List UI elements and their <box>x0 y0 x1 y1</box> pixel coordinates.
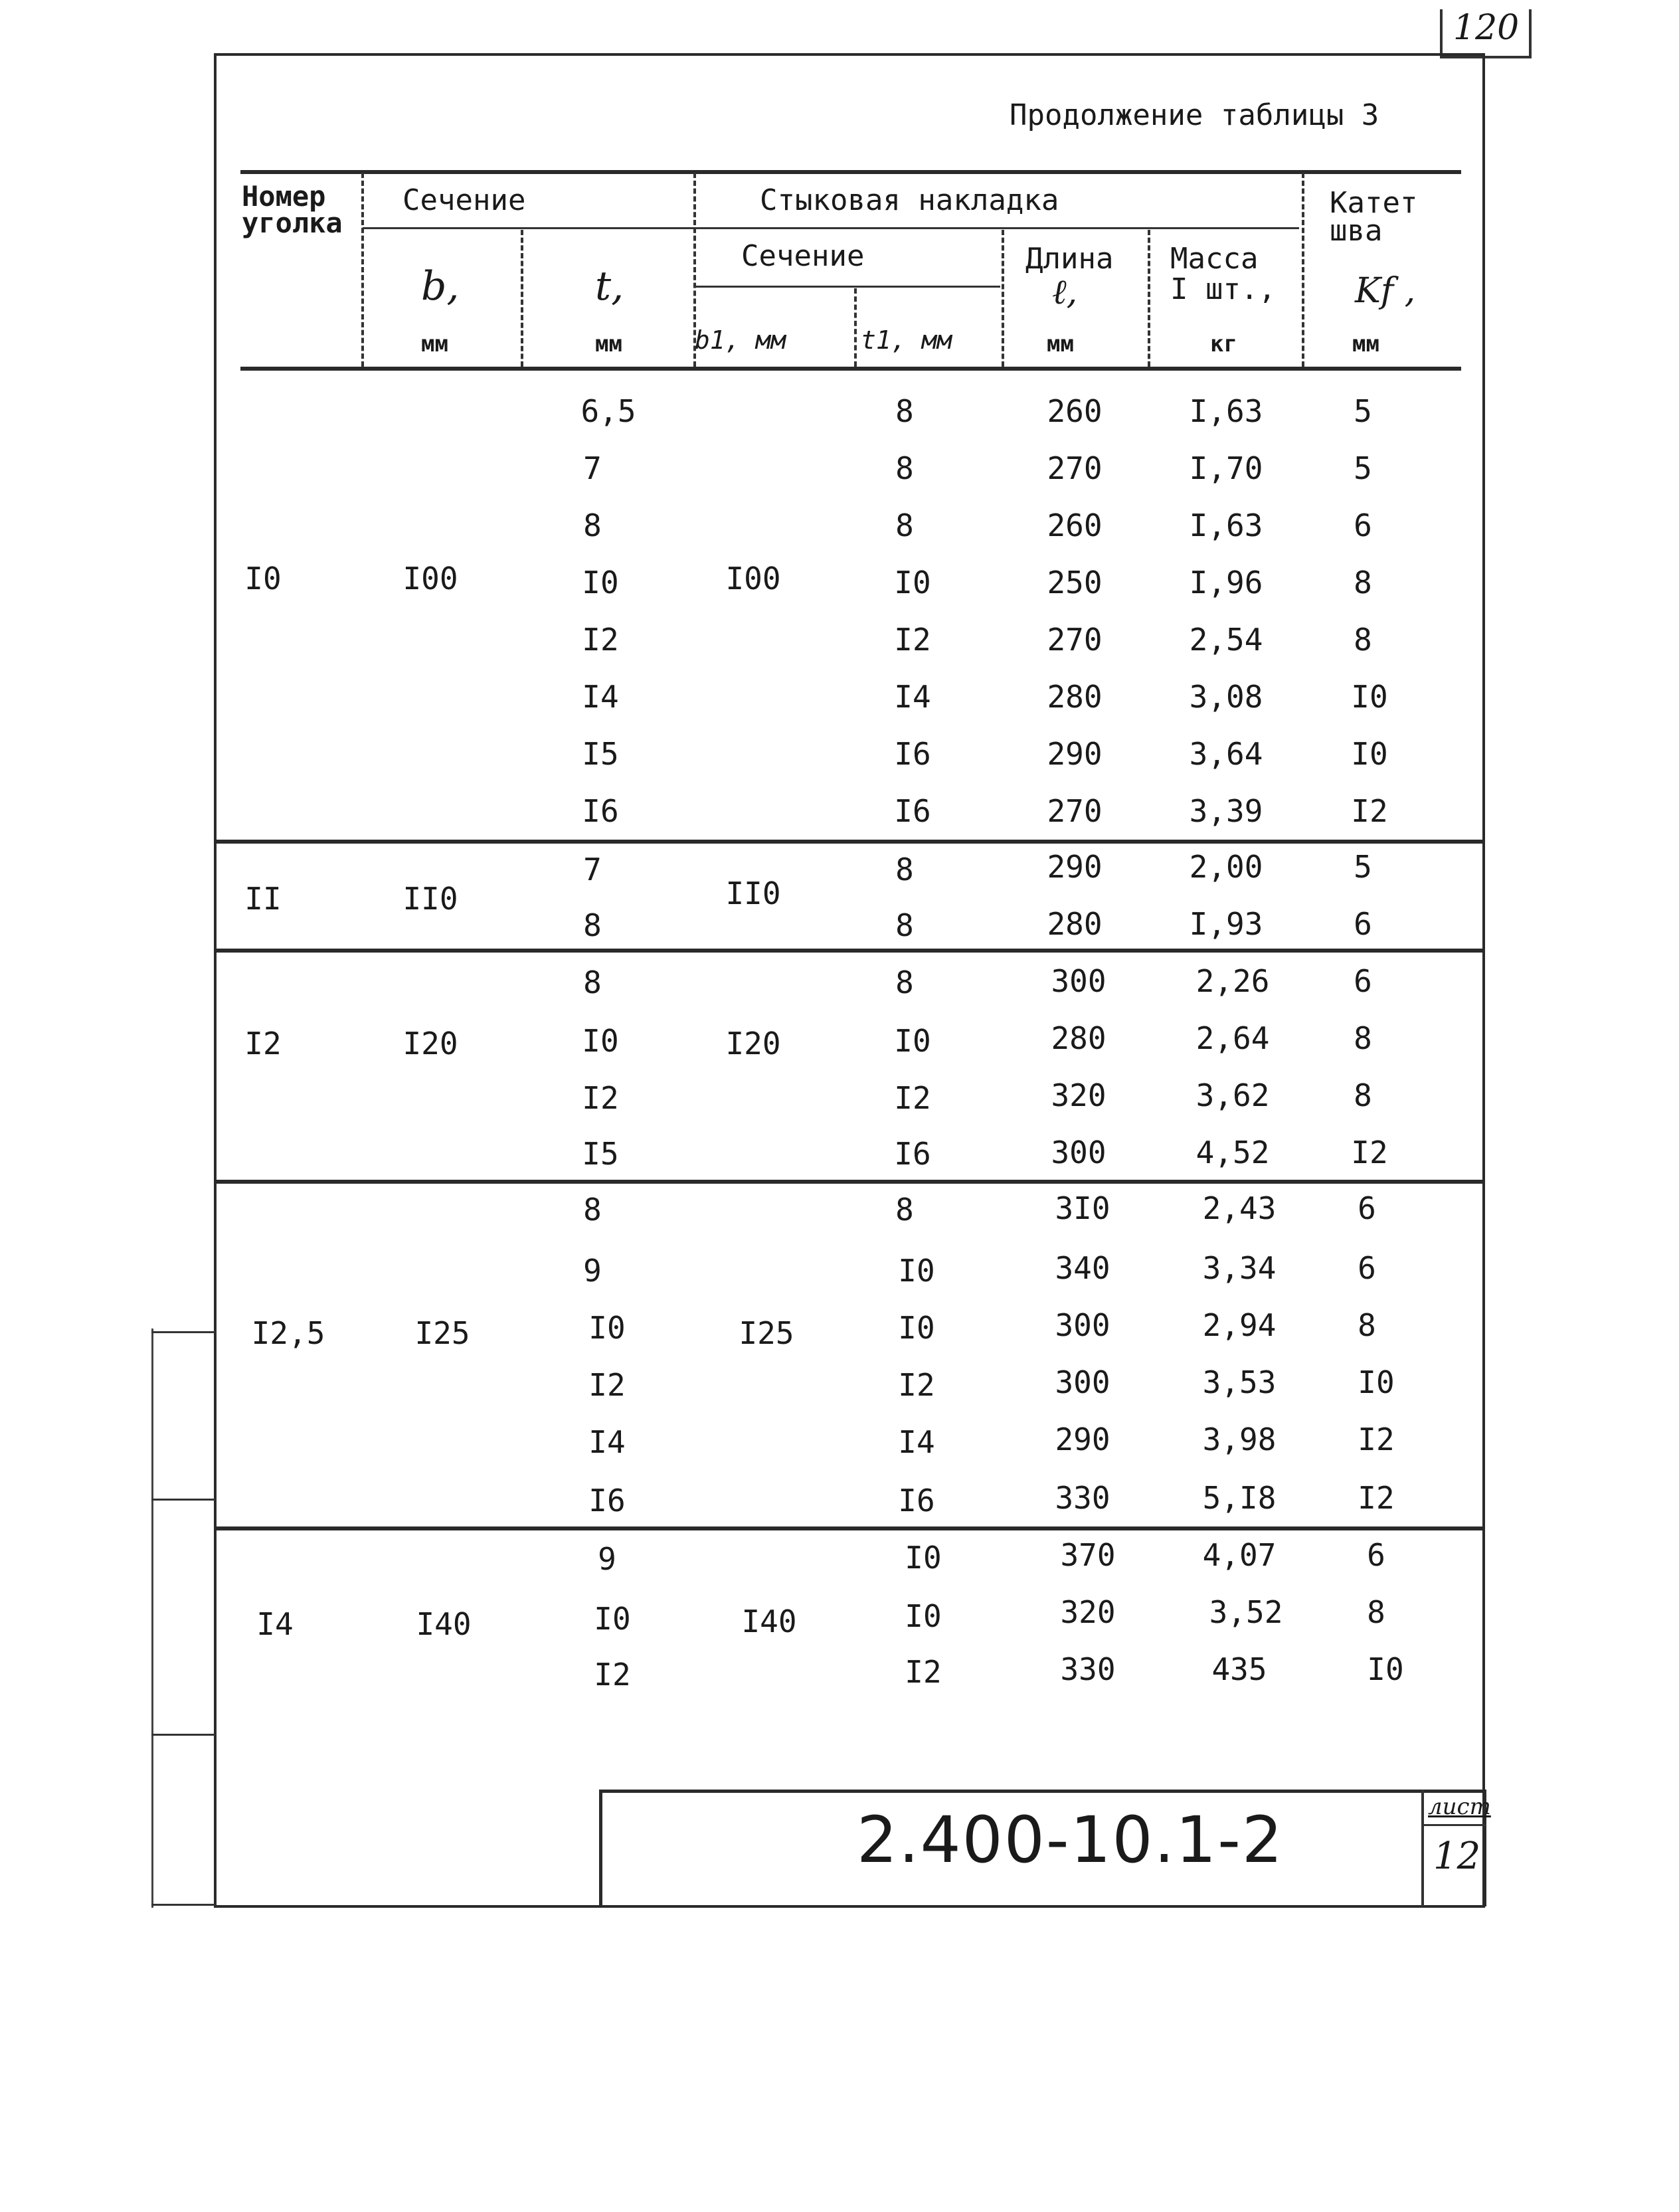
header-sub-rule-plate-section <box>695 286 1000 288</box>
header-length-unit: мм <box>1047 331 1074 357</box>
table-caption: Продолжение таблицы 3 <box>1010 98 1379 132</box>
t1-cell: I0 <box>905 1598 942 1634</box>
kf-cell: I2 <box>1358 1422 1395 1457</box>
length-cell: 290 <box>1047 849 1103 885</box>
mass-cell: I,63 <box>1189 507 1263 543</box>
kf-cell: 6 <box>1367 1537 1385 1573</box>
mass-cell: 4,07 <box>1202 1537 1277 1573</box>
mass-cell: I,96 <box>1189 565 1263 600</box>
t1-cell: I0 <box>898 1310 935 1346</box>
header-b1: b1, мм <box>695 325 786 355</box>
kf-cell: 8 <box>1354 1020 1372 1056</box>
t1-cell: I6 <box>894 793 931 829</box>
t1-cell: I0 <box>898 1253 935 1289</box>
t1-cell: 8 <box>895 907 914 943</box>
kf-cell: I0 <box>1351 736 1388 772</box>
t1-cell: 8 <box>895 393 914 429</box>
group-rule-4 <box>217 1526 1484 1530</box>
kf-cell: I2 <box>1351 793 1388 829</box>
mass-cell: 435 <box>1211 1651 1267 1687</box>
group-rule-3 <box>217 1180 1484 1184</box>
header-col-sep-1 <box>361 173 364 367</box>
length-cell: 280 <box>1051 1020 1106 1056</box>
t-cell: I5 <box>582 736 619 772</box>
header-col-sep-5 <box>1002 230 1004 367</box>
header-weld-leg: Катет <box>1330 186 1418 220</box>
length-cell: 300 <box>1051 1135 1106 1170</box>
t1-cell: 8 <box>895 507 914 543</box>
b-cell: I20 <box>402 1026 458 1061</box>
t-cell: I2 <box>582 1080 619 1116</box>
length-cell: 270 <box>1047 793 1103 829</box>
mass-cell: 2,94 <box>1202 1307 1277 1343</box>
mass-cell: 2,00 <box>1189 849 1263 885</box>
header-mid-rule-section <box>363 227 695 229</box>
length-cell: 280 <box>1047 679 1103 715</box>
page-corner-number: 120 <box>1453 8 1520 48</box>
t-cell: I0 <box>594 1601 631 1637</box>
mass-cell: 2,64 <box>1195 1020 1270 1056</box>
mass-cell: 3,52 <box>1209 1594 1283 1630</box>
b-cell: II0 <box>402 881 458 917</box>
kf-cell: 6 <box>1354 507 1372 543</box>
header-mass: Масса <box>1170 242 1259 276</box>
t1-cell: I6 <box>894 736 931 772</box>
header-butt-plate: Стыковая накладка <box>760 183 1059 217</box>
length-cell: 260 <box>1047 507 1103 543</box>
t1-cell: 8 <box>895 1192 914 1228</box>
header-kf-symbol: Kf , <box>1355 271 1416 311</box>
t-cell: 8 <box>583 1192 602 1228</box>
angle-cell: I4 <box>256 1606 294 1642</box>
t1-cell: I6 <box>898 1483 935 1519</box>
t-cell: 8 <box>583 965 602 1000</box>
kf-cell: I0 <box>1367 1651 1404 1687</box>
header-b-unit: мм <box>421 331 448 357</box>
t1-cell: 8 <box>895 965 914 1000</box>
t-cell: I4 <box>588 1424 626 1460</box>
group-rule-1 <box>217 840 1484 844</box>
header-mid-rule-plate <box>695 227 1299 229</box>
sheet-cell-rule <box>1421 1824 1486 1826</box>
length-cell: 300 <box>1055 1364 1110 1400</box>
t1-cell: I4 <box>898 1424 935 1460</box>
t-cell: 8 <box>583 907 602 943</box>
t-cell: I6 <box>582 793 619 829</box>
header-kf-unit: мм <box>1352 331 1379 357</box>
mass-cell: 3,08 <box>1189 679 1263 715</box>
header-mass-sub: I шт., <box>1170 272 1276 306</box>
mass-cell: 4,52 <box>1195 1135 1270 1170</box>
document-number: 2.400-10.1-2 <box>857 1803 1284 1877</box>
t1-cell: I0 <box>894 565 931 600</box>
sheet-number: 12 <box>1433 1835 1481 1878</box>
kf-cell: I2 <box>1358 1480 1395 1516</box>
header-bottom-rule <box>240 367 1461 371</box>
t1-cell: 8 <box>895 852 914 887</box>
kf-cell: 5 <box>1354 849 1372 885</box>
b-cell: I40 <box>416 1606 472 1642</box>
b1-cell: I20 <box>725 1026 781 1061</box>
mass-cell: 3,98 <box>1202 1422 1277 1457</box>
header-col-sep-6 <box>1148 230 1150 367</box>
mass-cell: I,63 <box>1189 393 1263 429</box>
header-col-sep-2 <box>521 230 523 367</box>
t1-cell: I0 <box>894 1023 931 1059</box>
t-cell: I0 <box>588 1310 626 1346</box>
t1-cell: I4 <box>894 679 931 715</box>
b-cell: I00 <box>402 561 458 597</box>
t-cell: 7 <box>583 450 602 486</box>
t1-cell: I2 <box>894 1080 931 1116</box>
binding-line-3 <box>151 1734 215 1736</box>
b1-cell: I25 <box>739 1315 794 1351</box>
header-t-symbol: t, <box>595 263 624 310</box>
binding-strip <box>151 1329 217 1908</box>
kf-cell: 6 <box>1358 1250 1376 1286</box>
header-col-sep-4 <box>854 288 857 367</box>
b1-cell: I40 <box>741 1604 797 1639</box>
header-section: Сечение <box>402 183 526 217</box>
mass-cell: 2,54 <box>1189 622 1263 658</box>
t-cell: I5 <box>582 1136 619 1172</box>
kf-cell: 5 <box>1354 450 1372 486</box>
header-plate-section: Сечение <box>741 239 865 273</box>
angle-cell: II <box>244 881 282 917</box>
length-cell: 300 <box>1055 1307 1110 1343</box>
t-cell: 6,5 <box>580 393 636 429</box>
angle-cell: I0 <box>244 561 282 597</box>
length-cell: 270 <box>1047 622 1103 658</box>
length-cell: 320 <box>1060 1594 1116 1630</box>
length-cell: 3I0 <box>1055 1190 1110 1226</box>
kf-cell: 6 <box>1354 963 1372 999</box>
header-length: Длина <box>1025 242 1114 276</box>
length-cell: 290 <box>1047 736 1103 772</box>
t-cell: 9 <box>598 1541 616 1577</box>
length-cell: 370 <box>1060 1537 1116 1573</box>
t-cell: I6 <box>588 1483 626 1519</box>
group-rule-2 <box>217 949 1484 953</box>
length-cell: 320 <box>1051 1077 1106 1113</box>
t1-cell: 8 <box>895 450 914 486</box>
mass-cell: 5,I8 <box>1202 1480 1277 1516</box>
header-length-symbol: ℓ, <box>1052 272 1078 312</box>
mass-cell: 3,34 <box>1202 1250 1277 1286</box>
header-col-sep-7 <box>1302 173 1304 367</box>
kf-cell: I2 <box>1351 1135 1388 1170</box>
t1-cell: I2 <box>905 1654 942 1690</box>
t-cell: 7 <box>583 852 602 887</box>
t-cell: I2 <box>582 622 619 658</box>
header-angle-no: Номер уголка <box>242 180 343 239</box>
length-cell: 300 <box>1051 963 1106 999</box>
length-cell: 330 <box>1055 1480 1110 1516</box>
t-cell: I2 <box>588 1367 626 1403</box>
t-cell: 9 <box>583 1253 602 1289</box>
kf-cell: 6 <box>1358 1190 1376 1226</box>
binding-line-1 <box>151 1331 215 1333</box>
b1-cell: II0 <box>725 876 781 911</box>
t1-cell: I2 <box>898 1367 935 1403</box>
header-t-unit: мм <box>595 331 622 357</box>
length-cell: 270 <box>1047 450 1103 486</box>
angle-cell: I2 <box>244 1026 282 1061</box>
mass-cell: 3,39 <box>1189 793 1263 829</box>
mass-cell: 3,62 <box>1195 1077 1270 1113</box>
angle-cell: I2,5 <box>251 1315 325 1351</box>
mass-cell: I,93 <box>1189 906 1263 942</box>
t1-cell: I2 <box>894 622 931 658</box>
b-cell: I25 <box>414 1315 470 1351</box>
t-cell: 8 <box>583 507 602 543</box>
binding-line-4 <box>151 1904 215 1906</box>
kf-cell: 8 <box>1367 1594 1385 1630</box>
t-cell: I4 <box>582 679 619 715</box>
length-cell: 340 <box>1055 1250 1110 1286</box>
kf-cell: 8 <box>1358 1307 1376 1343</box>
mass-cell: 3,53 <box>1202 1364 1277 1400</box>
binding-line-2 <box>151 1499 215 1501</box>
length-cell: 330 <box>1060 1651 1116 1687</box>
length-cell: 280 <box>1047 906 1103 942</box>
kf-cell: 8 <box>1354 1077 1372 1113</box>
header-weld-leg-2: шва <box>1330 214 1383 248</box>
kf-cell: 6 <box>1354 906 1372 942</box>
kf-cell: I0 <box>1351 679 1388 715</box>
mass-cell: 3,64 <box>1189 736 1263 772</box>
t-cell: I0 <box>582 565 619 600</box>
t-cell: I0 <box>582 1023 619 1059</box>
length-cell: 290 <box>1055 1422 1110 1457</box>
kf-cell: I0 <box>1358 1364 1395 1400</box>
sheet-label: лист <box>1428 1794 1491 1820</box>
length-cell: 260 <box>1047 393 1103 429</box>
b1-cell: I00 <box>725 561 781 597</box>
mass-cell: 2,43 <box>1202 1190 1277 1226</box>
title-block-divider <box>1421 1790 1424 1906</box>
mass-cell: I,70 <box>1189 450 1263 486</box>
t1-cell: I6 <box>894 1136 931 1172</box>
kf-cell: 5 <box>1354 393 1372 429</box>
header-top-rule <box>240 170 1461 174</box>
mass-cell: 2,26 <box>1195 963 1270 999</box>
kf-cell: 8 <box>1354 622 1372 658</box>
t1-cell: I0 <box>905 1540 942 1576</box>
header-mass-unit: кг <box>1210 331 1237 357</box>
t-cell: I2 <box>594 1657 631 1693</box>
length-cell: 250 <box>1047 565 1103 600</box>
kf-cell: 8 <box>1354 565 1372 600</box>
header-b-symbol: b, <box>421 263 460 310</box>
header-t1: t1, мм <box>861 325 952 355</box>
